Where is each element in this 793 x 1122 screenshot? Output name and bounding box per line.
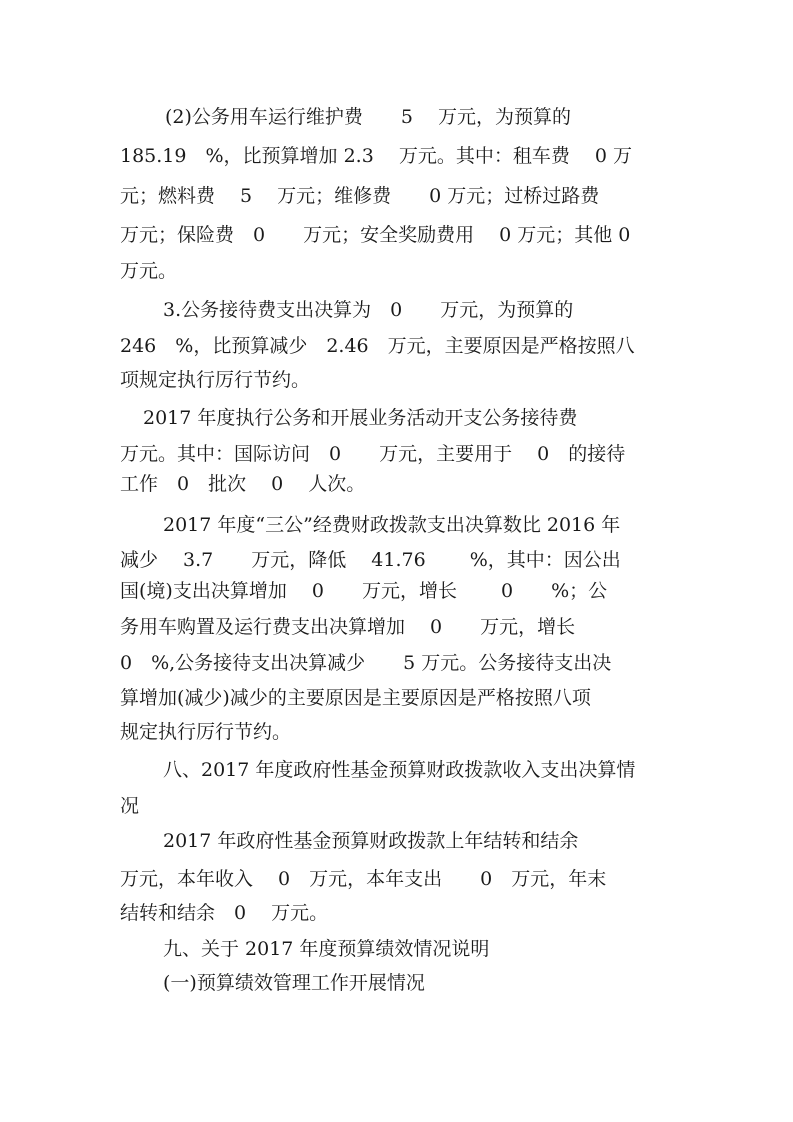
- text-line: 减少 3.7 万元，降低 41.76 %，其中：因公出: [120, 549, 621, 571]
- text-line: 185.19 %，比预算增加 2.3 万元。其中：租车费 0 万: [120, 145, 632, 167]
- section-heading: 八、2017 年度政府性基金预算财政拨款收入支出决算情: [163, 759, 636, 781]
- text-line: 结转和结余 0 万元。: [120, 902, 329, 924]
- text-line: (2)公务用车运行维护费 5 万元，为预算的: [165, 106, 572, 128]
- text-line: 2017 年政府性基金预算财政拨款上年结转和结余: [163, 830, 579, 852]
- text-line: 工作 0 批次 0 人次。: [120, 473, 366, 495]
- text-line: 元；燃料费 5 万元；维修费 0 万元；过桥过路费: [120, 185, 600, 207]
- text-line: 2017 年度执行公务和开展业务活动开支公务接待费: [143, 407, 578, 429]
- text-line: 3.公务接待费支出决算为 0 万元，为预算的: [163, 299, 574, 321]
- text-line: 万元。其中：国际访问 0 万元，主要用于 0 的接待: [120, 443, 626, 465]
- section-heading: 况: [120, 795, 140, 817]
- text-line: 万元，本年收入 0 万元，本年支出 0 万元，年末: [120, 868, 607, 890]
- text-line: 算增加(减少)减少的主要原因是主要原因是严格按照八项: [120, 687, 591, 709]
- text-line: 务用车购置及运行费支出决算增加 0 万元，增长: [120, 616, 576, 638]
- text-line: 规定执行厉行节约。: [120, 721, 292, 743]
- text-line: 0 %,公务接待支出决算减少 5 万元。公务接待支出决: [120, 652, 612, 674]
- text-line: 项规定执行厉行节约。: [120, 369, 311, 391]
- text-line: 246 %，比预算减少 2.46 万元，主要原因是严格按照八: [120, 335, 635, 357]
- section-heading: 九、关于 2017 年度预算绩效情况说明: [163, 938, 490, 960]
- text-line: 万元。: [120, 260, 178, 282]
- subsection-heading: (一)预算绩效管理工作开展情况: [163, 972, 425, 994]
- text-line: 国(境)支出决算增加 0 万元，增长 0 %；公: [120, 580, 608, 602]
- text-line: 2017 年度“三公”经费财政拨款支出决算数比 2016 年: [163, 514, 621, 536]
- text-line: 万元；保险费 0 万元；安全奖励费用 0 万元；其他 0: [120, 224, 631, 246]
